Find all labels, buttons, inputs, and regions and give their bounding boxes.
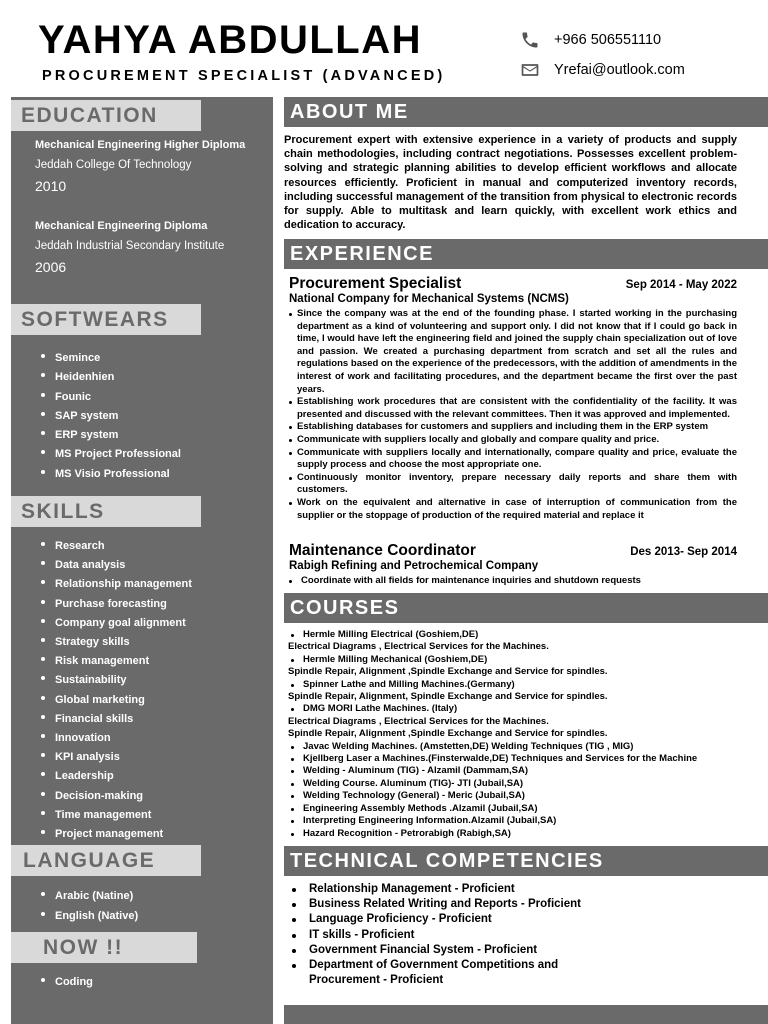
education-heading: EDUCATION xyxy=(11,100,201,131)
list-item: Decision-making xyxy=(41,787,192,806)
list-item: MS Visio Professional xyxy=(41,465,181,484)
course-item: Hermle Milling Electrical (Goshiem,DE) xyxy=(288,629,748,641)
list-item: Relationship management xyxy=(41,575,192,594)
list-item: Financial skills xyxy=(41,710,192,729)
course-item: Kjellberg Laser a Machines.(Finsterwalde,DE) Techniques and Services for the Machine xyxy=(288,753,748,765)
email-row xyxy=(520,60,685,80)
job-title: Maintenance Coordinator xyxy=(289,542,476,559)
job-bullets xyxy=(289,308,737,522)
phone-row xyxy=(520,30,661,50)
course-item: Engineering Assembly Methods .Alzamil (Jubail,SA) xyxy=(288,803,748,815)
job-company: National Company for Mechanical Systems (NCMS) xyxy=(289,293,569,305)
course-detail: Spindle Repair, Alignment ,Spindle Exchange and Service for spindles. xyxy=(288,666,608,678)
list-item: Semince xyxy=(41,349,181,368)
about-heading: ABOUT ME xyxy=(284,97,768,127)
phone-number: +966 506551110 xyxy=(554,32,662,48)
course-item: Welding Technology (General) - Meric (Jubail,SA) xyxy=(288,790,748,802)
list-item: Arabic (Natine) xyxy=(41,887,138,907)
list-item: Founic xyxy=(41,388,181,407)
bullet-item: Continuously monitor inventory, prepare necessary daily reports and share them with customers. xyxy=(289,472,737,497)
job-dates: Sep 2014 - May 2022 xyxy=(625,279,737,291)
course-item: Hermle Milling Mechanical (Goshiem,DE) xyxy=(288,654,748,666)
about-text: Procurement expert with extensive experience in a variety of products and supply chain methodologies, including contract negotiations. Possesses excellent problem-solving and strategic planning abilities to develop efficient workflows and allocate resources efficiently. Proficient in manual and computerized inventory records, including successful management of the transition from physical to electronic records for supply. Able to multitask and learn quickly, with excellent work ethics and dedication to accuracy. xyxy=(284,134,737,232)
bullet-item: Since the company was at the end of the founding phase. I started working in the purchasing department as a kind of volunteering and support only. I did not know that if I could go back in time, I would have left the engineering field and joined the supply chain specialization out of love and passion. We created a purchasing department from scratch and set all the rules and regulations based on the experience of the predecessors, with the addition of amendments in the interest of work and facilitating procedures, and the department became the first over the past years. xyxy=(289,308,737,396)
list-item: ERP system xyxy=(41,426,181,445)
courses-heading: COURSES xyxy=(284,593,768,623)
list-item: Innovation xyxy=(41,729,192,748)
bullet-item: Coordinate with all fields for maintenance inquiries and shutdown requests xyxy=(289,575,737,588)
list-item: Research xyxy=(41,537,192,556)
course-item: DMG MORI Lathe Machines. (Italy) xyxy=(288,703,748,715)
course-detail: Spindle Repair, Alignment, Spindle Exchange and Service for spindles. xyxy=(288,691,608,703)
education-item xyxy=(35,139,245,194)
course-item: Hazard Recognition - Petrorabigh (Rabigh,SA) xyxy=(288,828,748,840)
list-item: SAP system xyxy=(41,407,181,426)
bullet-item: Work on the equivalent and alternative in case of interruption of communication from the supplier or the stoppage of production of the required material and replace it xyxy=(289,497,737,522)
courses-list xyxy=(288,629,748,840)
competency-item: Business Related Writing and Reports - Proficient xyxy=(292,897,581,912)
list-item: KPI analysis xyxy=(41,748,192,767)
list-item: Data analysis xyxy=(41,556,192,575)
list-item: Global marketing xyxy=(41,691,192,710)
course-detail: Spindle Repair, Alignment ,Spindle Exchange and Service for spindles. xyxy=(288,728,608,740)
bullet-item: Establishing work procedures that are consistent with the confidentiality of the facility. It was presented and discussed with the relevant committees. Then it was approved and implemented. xyxy=(289,396,737,421)
job-entry xyxy=(289,275,737,522)
list-item: MS Project Professional xyxy=(41,445,181,464)
list-item: Risk management xyxy=(41,652,192,671)
envelope-icon xyxy=(520,60,540,80)
degree: Mechanical Engineering Higher Diploma xyxy=(35,139,246,151)
list-item: Project management xyxy=(41,825,192,844)
institution: Jeddah College Of Technology xyxy=(35,159,192,171)
experience-heading: EXPERIENCE xyxy=(284,239,768,269)
job-title: Procurement Specialist xyxy=(289,275,462,292)
course-detail: Electrical Diagrams , Electrical Services for the Machines. xyxy=(288,641,549,653)
list-item: Leadership xyxy=(41,767,192,786)
course-item: Spinner Lathe and Milling Machines.(Germany) xyxy=(288,679,748,691)
job-title-heading: PROCUREMENT SPECIALIST (ADVANCED) xyxy=(42,68,446,84)
course-item: Javac Welding Machines. (Amstetten,DE) Welding Techniques (TIG , MIG) xyxy=(288,741,748,753)
list-item: Sustainability xyxy=(41,671,192,690)
competency-item: Government Financial System - Proficient xyxy=(292,943,581,958)
list-item: Time management xyxy=(41,806,192,825)
softwares-heading: SOFTWEARS xyxy=(11,304,201,335)
list-item: Company goal alignment xyxy=(41,614,192,633)
list-item: English (Native) xyxy=(41,907,138,927)
language-heading: LANGUAGE xyxy=(11,845,201,876)
list-item: Heidenhien xyxy=(41,368,181,387)
competency-item: Relationship Management - Proficient xyxy=(292,882,581,897)
job-bullets xyxy=(289,575,737,588)
phone-icon xyxy=(520,30,540,50)
competency-item: Language Proficiency - Proficient xyxy=(292,912,581,927)
bullet-item: Communicate with suppliers locally and globally and compare quality and price. xyxy=(289,434,737,447)
competency-item: Department of Government Competitions and xyxy=(292,958,581,973)
sidebar-panel xyxy=(11,97,273,1024)
graduation-year: 2006 xyxy=(35,259,67,275)
competency-item: Procurement - Proficient xyxy=(309,974,444,987)
language-list xyxy=(41,887,138,926)
bullet-item: Communicate with suppliers locally and internationally, compare quality and price, evaluate the supply process and choose the most appropriate one. xyxy=(289,447,737,472)
skills-heading: SKILLS xyxy=(11,496,201,527)
candidate-name: YAHYA ABDULLAH xyxy=(38,18,423,62)
now-list xyxy=(41,973,93,992)
job-dates: Des 2013- Sep 2014 xyxy=(630,546,737,558)
education-item xyxy=(35,220,224,275)
skills-list xyxy=(41,537,192,844)
course-item: Welding - Aluminum (TIG) - Alzamil (Dammam,SA) xyxy=(288,765,748,777)
now-heading: NOW !! xyxy=(11,932,197,963)
job-entry xyxy=(289,542,737,588)
degree: Mechanical Engineering Diploma xyxy=(35,220,208,232)
graduation-year: 2010 xyxy=(35,178,67,194)
softwares-list xyxy=(41,349,181,484)
list-item: Coding xyxy=(41,973,93,992)
bullet-item: Establishing databases for customers and suppliers and including them in the ERP system xyxy=(289,421,737,434)
competency-item: IT skills - Proficient xyxy=(292,928,581,943)
technical-heading: TECHNICAL COMPETENCIES xyxy=(284,846,768,876)
job-company: Rabigh Refining and Petrochemical Company xyxy=(289,560,539,572)
course-detail: Electrical Diagrams , Electrical Services for the Machines. xyxy=(288,715,549,727)
list-item: Strategy skills xyxy=(41,633,192,652)
email-address[interactable]: Yrefai@outlook.com xyxy=(554,62,685,78)
course-item: Interpreting Engineering Information.Alzamil (Jubail,SA) xyxy=(288,815,748,827)
institution: Jeddah Industrial Secondary Institute xyxy=(35,240,225,252)
list-item: Purchase forecasting xyxy=(41,595,192,614)
course-item: Welding Course. Aluminum (TIG)- JTI (Jubail,SA) xyxy=(288,778,748,790)
footer-bar xyxy=(284,1005,768,1024)
technical-list xyxy=(292,882,581,988)
